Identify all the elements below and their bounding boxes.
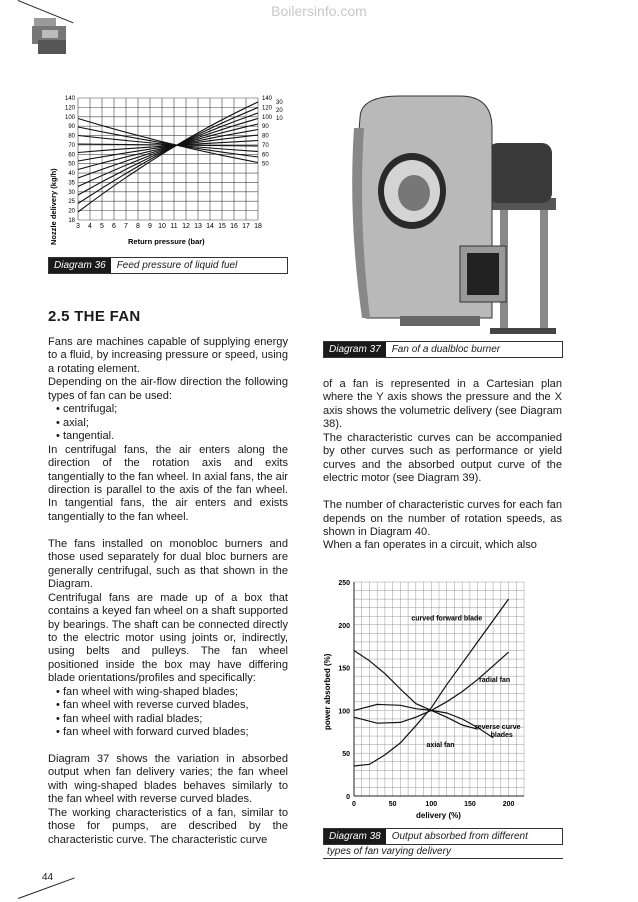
section-title: 2.5 THE FAN: [48, 308, 141, 325]
d38-y-tick: 0: [346, 794, 350, 801]
diagram38-text-1: Output absorbed from different: [391, 831, 528, 842]
list-item: • axial;: [56, 417, 288, 430]
d38-grid: [354, 582, 524, 796]
d36-x-tick: 6: [112, 223, 116, 230]
paragraph: Diagram 37 shows the variation in absorbed output when fan delivery varies; the fan wheel with wing-shaped blades behaves similarly to the fan wheel with reverse curved blades.: [48, 753, 288, 806]
d38-x-tick: 200: [502, 801, 515, 808]
diagram38-chart: [318, 570, 564, 826]
paragraph: The working characteristics of a fan, similar to those for pumps, are described by the characteristic curve. The characteristic curve: [48, 806, 288, 846]
d38-xlabel: delivery (%): [416, 811, 461, 820]
d38-ticks: [338, 580, 514, 808]
diagram37-text: Fan of a dualbloc burner: [391, 344, 501, 355]
paragraph: Centrifugal fans are made up of a box that contains a keyed fan wheel on a shaft supported by bearings. The shaft can be connected directly to the electric motor using joints or, indirectly, using belts and pulleys. The fan wheel positioned inside the box may have differing blade orientations/profiles and specifically:: [48, 591, 288, 685]
d36-xlabel: Return pressure (bar): [128, 237, 205, 246]
left-column: [48, 336, 288, 847]
diagram37-caption: [323, 341, 563, 358]
diagram38-text-2: types of fan varying delivery: [327, 846, 451, 857]
paragraph: When a fan operates in a circuit, which also: [323, 539, 537, 552]
d36-right-tick: 120: [262, 105, 273, 112]
d38-x-tick: 0: [352, 801, 356, 808]
d36-left-tick: 140: [64, 96, 75, 102]
d36-x-tick: 7: [124, 223, 128, 230]
d36-right-tick: 30: [276, 100, 283, 106]
d36-x-tick: 5: [100, 223, 104, 230]
paragraph: of a fan is represented in a Cartesian plan where the Y axis shows the pressure and the X axis shows the volumetric delivery (see Diagram 38).: [323, 378, 562, 431]
d36-left-tick: 70: [68, 142, 75, 149]
list-item: • fan wheel with radial blades;: [56, 713, 288, 726]
fan-wheels-list: [48, 686, 288, 740]
paragraph: The fans installed on monobloc burners and those used separately for dual bloc burners are generally centrifugal, such as that shown in the Diagram.: [48, 537, 288, 591]
d38-y-tick: 150: [338, 665, 350, 673]
d36-left-tick: 60: [68, 152, 75, 159]
d38-labels: [411, 616, 520, 750]
d36-right-tick: 50: [262, 161, 269, 168]
d36-x-tick: 16: [230, 223, 238, 230]
d36-x-tick: 3: [76, 223, 80, 230]
paragraph: The characteristic curves can be accompanied by other curves such as performance or yield curves and the absorbed output curve of the electric motor (see Diagram 39).: [323, 431, 562, 485]
d36-left-tick: 120: [64, 105, 75, 112]
d36-curve: [78, 108, 258, 204]
d38-series-label: axial fan: [426, 742, 455, 750]
d36-right-tick: 70: [262, 142, 269, 149]
d36-curves: [78, 102, 258, 212]
d36-left-tick: 40: [68, 171, 75, 178]
d38-x-tick: 50: [388, 801, 397, 808]
list-item: • fan wheel with reverse curved blades,: [56, 699, 288, 712]
d36-left-tick: 80: [68, 133, 75, 140]
d36-x-tick: 13: [194, 223, 202, 230]
d38-y-tick: 50: [342, 751, 350, 759]
list-item: • fan wheel with wing-shaped blades;: [56, 686, 288, 699]
d36-curve: [78, 119, 258, 187]
d36-x-tick: 18: [254, 223, 262, 230]
d36-x-tick: 11: [170, 223, 178, 230]
d36-ylabel: Nozzle delivery (kg/h): [49, 168, 58, 245]
d38-y-tick: 100: [338, 708, 350, 716]
logo: [28, 14, 72, 58]
d38-series-label: radial fan: [479, 677, 511, 685]
right-column: [323, 378, 562, 553]
diagram38-tag: Diagram 38: [324, 829, 386, 844]
diagram36-caption: [48, 257, 288, 274]
d38-ylabel: power absorbed (%): [323, 653, 332, 730]
d38-series-label: curved forward blade: [411, 615, 483, 623]
d36-right-tick: 10: [276, 116, 283, 122]
d36-x-tick: 9: [148, 223, 152, 230]
d36-grid: [78, 98, 258, 220]
d36-right-tick: 60: [262, 152, 269, 159]
diagram38-caption: [323, 828, 563, 845]
d36-left-tick: 100: [64, 114, 75, 121]
watermark: Boilersinfo.com: [271, 3, 367, 19]
d36-right-tick: 80: [262, 133, 269, 140]
d36-left-tick: 30: [68, 189, 75, 196]
diagram36-text: Feed pressure of liquid fuel: [116, 260, 238, 271]
paragraph: The number of characteristic curves for each fan depends on the number of rotation speeds, as shown in Diagram 40.: [323, 499, 562, 538]
paragraph: Depending on the air-flow direction the following types of fan can be used:: [48, 376, 288, 402]
d38-x-tick: 100: [425, 801, 438, 808]
d36-left-tick: 18: [68, 218, 75, 224]
d36-x-tick: 4: [88, 223, 92, 230]
page-number: 44: [42, 872, 54, 883]
d36-right-tick: 20: [276, 108, 283, 114]
d36-x-tick: 14: [206, 223, 214, 230]
d36-left-tick: 25: [68, 199, 75, 206]
diagram37-tag: Diagram 37: [324, 342, 386, 357]
d36-right-tick: 140: [262, 96, 273, 102]
d38-y-tick: 250: [338, 580, 350, 587]
d36-x-tick: 12: [182, 223, 190, 230]
d36-x-tick: 15: [218, 223, 226, 230]
paragraph: Fans are machines capable of supplying energy to a fluid, by increasing pressure or speed, using a rotating element.: [48, 336, 288, 375]
d36-right-tick: 100: [262, 114, 273, 121]
d36-x-tick: 8: [136, 223, 140, 230]
diagram37-fan-photo: [340, 88, 562, 336]
diagram36-chart: [48, 92, 288, 252]
d36-left-tick: 20: [68, 208, 75, 215]
d38-x-tick: 150: [464, 801, 476, 808]
d38-y-tick: 200: [338, 622, 350, 630]
d36-x-tick: 10: [158, 223, 166, 230]
d36-left-tick: 35: [68, 180, 75, 187]
d36-right-tick: 90: [262, 124, 269, 131]
divider: [323, 858, 563, 859]
list-item: • fan wheel with forward curved blades;: [56, 726, 288, 739]
diagram36-tag: Diagram 36: [49, 258, 111, 273]
list-item: • centrifugal;: [56, 403, 288, 416]
paragraph: In centrifugal fans, the air enters along the direction of the rotation axis and exits tangentially to the fan wheel. In axial fans, the air direction is parallel to the axis of the fan wheel. In tangential fans, the air enters and exists tangentially to the fan wheel.: [48, 443, 288, 523]
d36-x-tick: 17: [242, 223, 250, 230]
list-item: • tangential.: [56, 430, 288, 443]
d38-series-label: reverse curve: [474, 724, 521, 732]
d38-series-label: blades: [490, 732, 513, 740]
d36-left-tick: 50: [68, 161, 75, 168]
fan-types-list: [48, 403, 288, 443]
d36-left-tick: 90: [68, 124, 75, 131]
